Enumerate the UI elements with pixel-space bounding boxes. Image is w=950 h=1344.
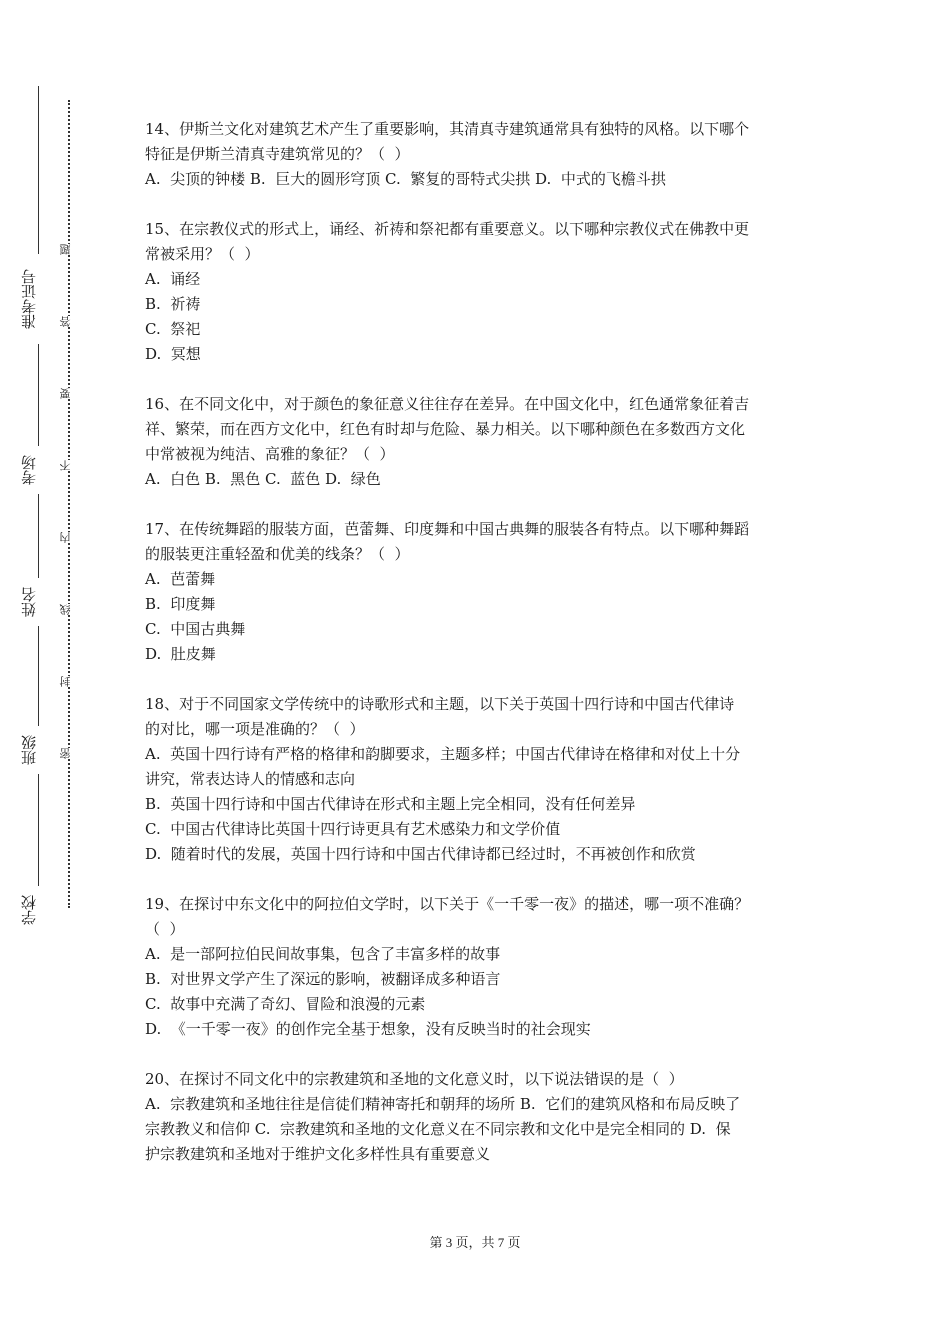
write-line <box>38 344 39 446</box>
write-line <box>38 774 39 886</box>
seal-char: 密 <box>60 748 76 759</box>
question-stem-line: 的服装更注重轻盈和优美的线条？（ ） <box>145 545 410 563</box>
label-name: 姓名 <box>20 587 38 617</box>
option-d: D. 《一千零一夜》的创作完全基于想象，没有反映当时的社会现实 <box>145 1020 591 1038</box>
seal-char: 答 <box>60 316 76 327</box>
question-options: A. 宗教建筑和圣地往往是信徒们精神寄托和朝拜的场所 B. 它们的建筑风格和布局反映了 <box>145 1095 741 1113</box>
question-stem-line: 祥、繁荣，而在西方文化中，红色有时却与危险、暴力相关。以下哪种颜色在多数西方文化 <box>145 420 746 438</box>
option-b: B. 对世界文学产生了深远的影响，被翻译成多种语言 <box>145 970 501 988</box>
label-exam-number: 准考证号 <box>20 269 38 329</box>
question-options: 宗教教义和信仰 C. 宗教建筑和圣地的文化意义在不同宗教和文化中是完全相同的 D. 保 <box>145 1120 731 1138</box>
label-class: 班级 <box>20 735 38 765</box>
write-line <box>38 86 39 254</box>
question-stem-line: 20、在探讨不同文化中的宗教建筑和圣地的文化意义时，以下说法错误的是（ ） <box>145 1070 684 1088</box>
question-list <box>145 117 815 1192</box>
option-a: A. 英国十四行诗有严格的格律和韵脚要求，主题多样；中国古代律诗在格律和对仗上十分 <box>145 745 741 763</box>
question-options: A. 尖顶的钟楼 B. 巨大的圆形穹顶 C. 繁复的哥特式尖拱 D. 中式的飞檐斗拱 <box>145 170 666 188</box>
seal-char: 不 <box>60 460 76 471</box>
option-c: C. 故事中充满了奇幻、冒险和浪漫的元素 <box>145 995 426 1013</box>
question-15 <box>145 217 815 367</box>
option-c: C. 中国古代律诗比英国十四行诗更具有艺术感染力和文学价值 <box>145 820 561 838</box>
seal-char: 封 <box>60 676 76 687</box>
question-stem-line: 中常被视为纯洁、高雅的象征？（ ） <box>145 445 395 463</box>
option-b: B. 祈祷 <box>145 295 201 313</box>
option-d: D. 肚皮舞 <box>145 645 216 663</box>
question-16 <box>145 392 815 492</box>
question-stem-line: 17、在传统舞蹈的服装方面，芭蕾舞、印度舞和中国古典舞的服装各有特点。以下哪种舞蹈 <box>145 520 750 538</box>
option-a: A. 芭蕾舞 <box>145 570 216 588</box>
option-c: C. 中国古典舞 <box>145 620 246 638</box>
option-d: D. 冥想 <box>145 345 201 363</box>
question-stem-line: 的对比，哪一项是准确的？（ ） <box>145 720 365 738</box>
seal-char: 要 <box>60 388 76 399</box>
question-stem-line: 18、对于不同国家文学传统中的诗歌形式和主题，以下关于英国十四行诗和中国古代律诗 <box>145 695 735 713</box>
question-14 <box>145 117 815 192</box>
seal-char: 内 <box>60 532 76 543</box>
question-stem-line: 15、在宗教仪式的形式上，诵经、祈祷和祭祀都有重要意义。以下哪种宗教仪式在佛教中更 <box>145 220 750 238</box>
option-a-continued: 讲究，常表达诗人的情感和志向 <box>145 770 356 788</box>
question-stem-line: （ ） <box>145 920 185 938</box>
option-c: C. 祭祀 <box>145 320 201 338</box>
write-line <box>38 626 39 726</box>
page-number: 第 3 页，共 7 页 <box>429 1235 521 1250</box>
question-options: A. 白色 B. 黑色 C. 蓝色 D. 绿色 <box>145 470 381 488</box>
question-17 <box>145 517 815 667</box>
question-options: 护宗教建筑和圣地对于维护文化多样性具有重要意义 <box>145 1145 491 1163</box>
option-a: A. 是一部阿拉伯民间故事集，包含了丰富多样的故事 <box>145 945 501 963</box>
option-b: B. 英国十四行诗和中国古代律诗在形式和主题上完全相同，没有任何差异 <box>145 795 636 813</box>
label-exam-room: 考场 <box>20 455 38 485</box>
option-d: D. 随着时代的发展，英国十四行诗和中国古代律诗都已经过时，不再被创作和欣赏 <box>145 845 696 863</box>
question-19 <box>145 892 815 1042</box>
seal-char: 题 <box>60 244 76 255</box>
question-20 <box>145 1067 815 1167</box>
write-line <box>38 494 39 578</box>
seal-char: 线 <box>60 604 76 615</box>
binding-margin <box>0 0 100 1344</box>
option-a: A. 诵经 <box>145 270 201 288</box>
label-school: 学校 <box>20 895 38 925</box>
question-stem-line: 16、在不同文化中，对于颜色的象征意义往往存在差异。在中国文化中，红色通常象征着吉 <box>145 395 750 413</box>
seal-dotted-line <box>68 100 70 908</box>
question-stem-line: 19、在探讨中东文化中的阿拉伯文学时，以下关于《一千零一夜》的描述，哪一项不准确？ <box>145 895 750 913</box>
question-stem-line: 常被采用？（ ） <box>145 245 260 263</box>
question-stem-line: 14、伊斯兰文化对建筑艺术产生了重要影响，其清真寺建筑通常具有独特的风格。以下哪个 <box>145 120 750 138</box>
question-18 <box>145 692 815 867</box>
option-b: B. 印度舞 <box>145 595 216 613</box>
question-stem-line: 特征是伊斯兰清真寺建筑常见的？（ ） <box>145 145 410 163</box>
